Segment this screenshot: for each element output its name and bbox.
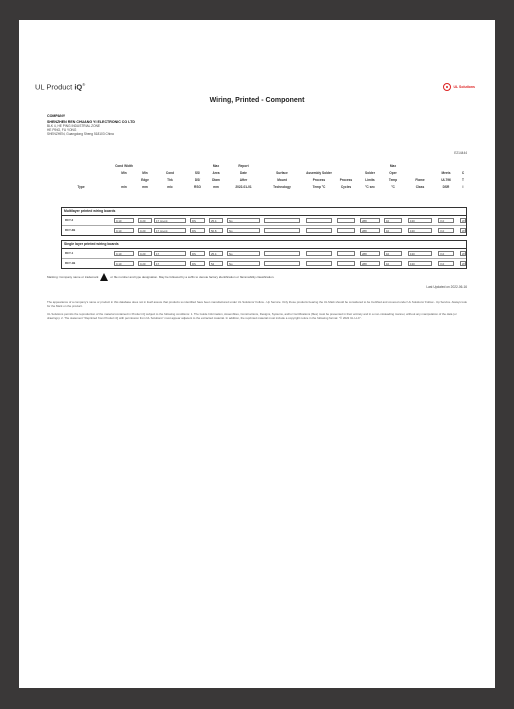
brand-prefix: UL Product: [35, 82, 75, 92]
column-header-line: Type: [77, 185, 85, 189]
table-header: [61, 163, 467, 207]
table-cell-cw: 0.10: [114, 218, 134, 224]
marking-text-after: or file number and type designation. May be followed by a suffix to denote factory identification or flammability classification.: [110, 275, 275, 279]
column-header-line: Meets: [441, 171, 451, 175]
marking-text-before: Marking: Company name or trademark: [47, 275, 99, 279]
table-cell-report: No: [227, 261, 260, 267]
table-cell-flame: 130: [408, 261, 432, 267]
column-header-type: [61, 163, 101, 191]
ratings-table: [61, 163, 467, 269]
table-cell-cond: 17 mi+int: [154, 228, 186, 234]
table-cell-flame: 130: [408, 228, 432, 234]
column-header-line: RSO: [194, 185, 201, 189]
table-cell-asm: [306, 228, 332, 234]
company-name: SHENZHEN REN CHUANG YI ELECTRONIC CO LTD: [47, 120, 135, 124]
group-title: Single layer printed wiring boards: [62, 241, 466, 249]
column-header-line: min: [121, 185, 127, 189]
page-title: Wiring, Printed - Component: [209, 97, 305, 104]
table-cell-c: W: [462, 261, 465, 266]
column-header-area: [208, 163, 224, 191]
column-header-line: Max: [212, 164, 220, 168]
column-header-cw: [113, 163, 135, 191]
table-cell-c: W: [462, 251, 465, 256]
brand-title: [35, 82, 85, 92]
column-header-line: C: [461, 171, 465, 175]
column-header-line: Limits: [365, 178, 375, 182]
column-header-line: Assembly Solder: [306, 171, 332, 175]
table-cell-oper: 10: [384, 218, 402, 224]
column-header-line: Min: [142, 171, 148, 175]
table-group: [61, 240, 467, 269]
brand-suffix: iQ: [74, 82, 83, 92]
column-header-line: SS/: [194, 171, 201, 175]
table-cell-report: No: [227, 228, 260, 234]
table-cell-edge: 0.20: [138, 261, 152, 267]
table-cell-cw: 0.10: [114, 251, 134, 257]
column-header-line: [407, 163, 433, 170]
disclaimer-2: UL Solutions permits the reproduction of the material contained in Product iQ subject to the following conditions: 1. The Guide Information, Assemblies, Constructions, Designs, Systems, and/or Certifications (files) must be presented in their entirety and in a non-misleading manner, without any manipulation of the data (or drawings). 2. The statement "Reprinted from Product iQ with permission from UL Solutions" must appear adjacent to the extracted material. In addition, the reprinted material must include a copyright notice in the following format: "© 2022 UL LLC".: [47, 312, 457, 320]
column-header-line: Area: [212, 171, 220, 175]
table-cell-solder: 288: [360, 261, 380, 267]
column-header-line: 2022-01-01: [235, 185, 252, 189]
table-cell-flame: 130: [408, 218, 432, 224]
ul-logo-icon: [443, 83, 451, 91]
column-header-line: DSR: [442, 185, 450, 189]
column-header-line: [113, 177, 135, 184]
company-address-3: SHENZHEN, Guangdong Sheng 518103 China: [47, 132, 114, 137]
table-cell-c: W: [462, 218, 465, 223]
table-cell-c: W: [462, 228, 465, 233]
row-type: RCY-2: [65, 217, 74, 222]
brand-reg: ®: [82, 82, 86, 87]
column-header-line: [459, 163, 467, 170]
table-cell-area: 25.4: [209, 251, 223, 257]
column-header-line: Temp: [388, 178, 398, 182]
column-header-line: °C: [391, 185, 395, 189]
column-header-process: [336, 163, 356, 191]
table-cell-meets: V-0: [438, 228, 454, 234]
column-header-line: Surface: [276, 171, 288, 175]
disclaimer-1: The appearance of a company's name or product in this database does not in itself assure that products so identified have been manufactured under UL Solutions' Follow - Up Service. Only those products bearing the UL Mark should be considered to be Certified and covered under UL Solutions' Follow - Up Service. Always look for the Mark on the product.: [47, 300, 467, 308]
table-cell-asm: [306, 261, 332, 267]
table-cell-process: [337, 251, 355, 257]
table-group: [61, 207, 467, 236]
column-header-asm: [305, 163, 333, 191]
column-header-edge: [137, 163, 153, 191]
column-header-line: [137, 163, 153, 170]
table-cell-meets: V-0: [438, 218, 454, 224]
column-header-line: [305, 163, 333, 170]
table-cell-asm: [306, 218, 332, 224]
column-header-line: Temp °C: [312, 185, 326, 189]
column-header-line: [61, 177, 101, 184]
column-header-meets: [437, 163, 455, 191]
column-header-line: Report: [238, 164, 249, 168]
column-header-dsr: [189, 163, 206, 191]
table-cell-cw: 0.10: [114, 261, 134, 267]
file-number-tag: E214444: [454, 151, 467, 155]
column-header-line: Thk: [167, 178, 173, 182]
column-header-line: Cond: [165, 171, 175, 175]
table-cell-edge: 0.20: [138, 251, 152, 257]
document-page: [19, 20, 495, 688]
column-header-report: [226, 163, 261, 191]
column-header-line: mic: [167, 185, 173, 189]
column-header-line: Mount: [277, 178, 287, 182]
table-cell-asm: [306, 251, 332, 257]
table-cell-edge: 0.20: [138, 228, 152, 234]
company-address-1: BLK 4, HE PING INDUSTRIAL ZONE: [47, 124, 101, 128]
marking-note: [47, 273, 274, 281]
ul-logo: [443, 83, 475, 91]
column-header-line: [336, 170, 356, 177]
table-cell-dsr: DS: [190, 228, 205, 234]
column-header-line: mm: [142, 185, 148, 189]
ul-logo-text: UL Solutions: [453, 85, 475, 89]
column-header-flame: [407, 163, 433, 191]
table-cell-dsr: DS: [190, 261, 205, 267]
table-cell-surface: [264, 228, 300, 234]
table-cell-oper: 10: [384, 228, 402, 234]
column-header-line: [407, 170, 433, 177]
table-cell-solder: 288: [360, 218, 380, 224]
table-cell-dsr: DS: [190, 251, 205, 257]
column-header-line: [189, 163, 206, 170]
last-updated: Last Updated on 2022-06-16: [426, 285, 467, 289]
column-header-line: Process: [312, 178, 326, 182]
column-header-cond: [153, 163, 187, 191]
column-header-line: °C sec: [365, 185, 375, 189]
column-header-oper: [383, 163, 403, 191]
table-cell-area: 54: [209, 261, 223, 267]
column-header-line: mm: [213, 185, 219, 189]
column-header-line: [336, 163, 356, 170]
column-header-solder: [359, 163, 381, 191]
table-cell-surface: [264, 251, 300, 257]
column-header-line: Solder: [365, 171, 375, 175]
group-title: Multilayer printed wiring boards: [62, 208, 466, 216]
warning-triangle-icon: [100, 273, 108, 281]
table-cell-edge: 0.20: [138, 218, 152, 224]
column-header-line: [359, 163, 381, 170]
table-cell-surface: [264, 218, 300, 224]
table-cell-cond: 17 mi+int: [154, 218, 186, 224]
company-address-2: HE PING, FU YONG: [47, 128, 77, 133]
column-header-line: I: [462, 185, 464, 189]
column-header-line: After: [239, 178, 248, 182]
column-header-line: Edge: [141, 178, 149, 182]
table-cell-process: [337, 228, 355, 234]
table-cell-solder: 288: [360, 251, 380, 257]
table-cell-meets: V-0: [438, 261, 454, 267]
column-header-line: Class: [415, 185, 425, 189]
column-header-line: Process: [339, 178, 353, 182]
table-cell-meets: V-0: [438, 251, 454, 257]
table-cell-process: [337, 218, 355, 224]
column-header-line: Cycles: [340, 185, 352, 189]
column-header-surface: [263, 163, 301, 191]
column-header-line: [437, 163, 455, 170]
row-type: RCY-1: [65, 250, 74, 255]
row-type: RCY-1B: [65, 260, 76, 265]
table-cell-report: No: [227, 251, 260, 257]
column-header-line: Diam: [212, 178, 220, 182]
table-cell-process: [337, 261, 355, 267]
column-header-c: [459, 163, 467, 191]
table-row: [62, 259, 466, 268]
table-cell-solder: 288: [360, 228, 380, 234]
column-header-line: Max: [389, 164, 397, 168]
table-row: [62, 226, 466, 235]
column-header-line: Min: [121, 171, 127, 175]
table-cell-area: 50.8: [209, 228, 223, 234]
row-type: RCY-3B: [65, 227, 76, 232]
table-cell-cond: 17: [154, 261, 186, 267]
column-header-line: DS/: [194, 178, 201, 182]
column-header-line: Date: [240, 171, 247, 175]
table-cell-area: 25.4: [209, 218, 223, 224]
column-header-line: Technology: [273, 185, 291, 189]
table-cell-cond: 17: [154, 251, 186, 257]
table-cell-dsr: DS: [190, 218, 205, 224]
column-header-line: [61, 163, 101, 170]
table-cell-flame: 130: [408, 251, 432, 257]
table-cell-surface: [264, 261, 300, 267]
table-row: [62, 249, 466, 259]
column-header-line: Flame: [415, 178, 425, 182]
table-cell-oper: 10: [384, 261, 402, 267]
table-body: [61, 207, 467, 269]
column-header-line: T: [462, 178, 464, 182]
table-row: [62, 216, 466, 226]
column-header-line: UL796: [441, 178, 451, 182]
company-block: [47, 114, 135, 137]
column-header-line: [263, 163, 301, 170]
column-header-line: [153, 163, 187, 170]
column-header-line: Oper: [389, 171, 397, 175]
table-cell-report: No: [227, 218, 260, 224]
column-header-line: [61, 170, 101, 177]
column-header-line: Cond Width: [115, 164, 133, 168]
table-cell-cw: 0.10: [114, 228, 134, 234]
company-heading: COMPANY: [47, 114, 66, 118]
table-cell-oper: 10: [384, 251, 402, 257]
